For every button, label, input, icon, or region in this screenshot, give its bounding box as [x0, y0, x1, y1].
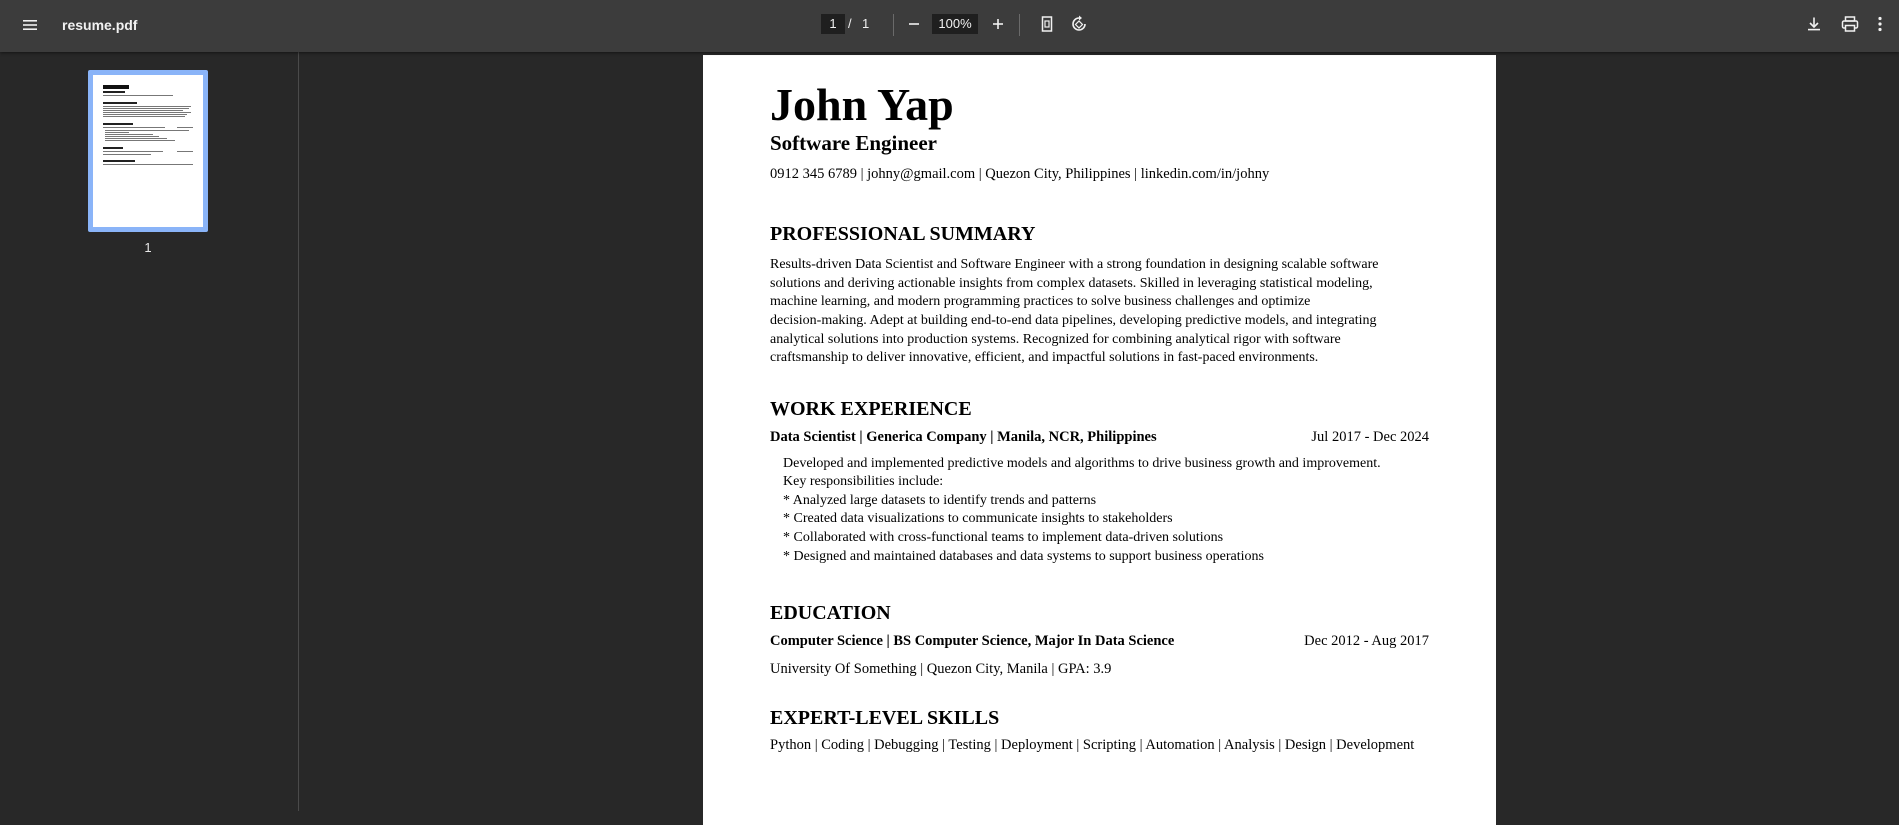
summary-line: solutions and deriving actionable insights from complex datasets. Skilled in leveraging statistical modeling, [770, 276, 1373, 291]
summary-line: Results-driven Data Scientist and Software Engineer with a strong foundation in designing scalable software [770, 257, 1379, 272]
education-title: Computer Science | BS Computer Science, Major In Data Science [770, 633, 1175, 649]
job-title: Data Scientist | Generica Company | Manila, NCR, Philippines [770, 429, 1157, 445]
job-description-line: * Collaborated with cross-functional teams to implement data-driven solutions [783, 530, 1224, 545]
print-icon[interactable] [1836, 10, 1864, 38]
zoom-level-input[interactable]: 100% [932, 14, 978, 34]
job-description-line: * Designed and maintained databases and data systems to support business operations [783, 549, 1264, 564]
thumbnail-page-preview [93, 75, 203, 227]
toolbar-divider [1019, 14, 1020, 36]
skills-list: Python | Coding | Debugging | Testing | Deployment | Scripting | Automation | Analysis | Design | Development [770, 737, 1415, 753]
page-number-input[interactable]: 1 [821, 14, 845, 34]
job-description-line: Developed and implemented predictive models and algorithms to drive business growth and improvement. [783, 456, 1381, 471]
page-separator: / [848, 16, 852, 31]
rotate-icon[interactable] [1065, 10, 1093, 38]
summary-line: craftsmanship to deliver innovative, efficient, and impactful solutions in fast-paced environments. [770, 350, 1319, 365]
summary-heading: PROFESSIONAL SUMMARY [770, 223, 1036, 245]
thumbnail-sidebar [0, 52, 299, 811]
resume-contact: 0912 345 6789 | johny@gmail.com | Quezon City, Philippines | linkedin.com/in/johny [770, 166, 1270, 182]
job-description-line: Key responsibilities include: [783, 474, 944, 489]
pdf-toolbar [0, 0, 1899, 52]
fit-page-icon[interactable] [1033, 10, 1061, 38]
job-description-line: * Analyzed large datasets to identify trends and patterns [783, 493, 1097, 508]
resume-name: John Yap [770, 79, 954, 130]
summary-line: analytical solutions into production systems. Recognized for combining analytical rigor with software [770, 332, 1341, 347]
thumbnail-page-label: 1 [144, 240, 152, 255]
experience-heading: WORK EXPERIENCE [770, 398, 972, 420]
summary-line: machine learning, and modern programming practices to solve business challenges and optimize [770, 294, 1311, 309]
education-dates: Dec 2012 - Aug 2017 [1304, 633, 1429, 649]
education-detail: University Of Something | Quezon City, Manila | GPA: 3.9 [770, 661, 1112, 677]
download-icon[interactable] [1800, 10, 1828, 38]
job-description-line: * Created data visualizations to communicate insights to stakeholders [783, 511, 1173, 526]
more-options-icon[interactable] [1872, 10, 1888, 38]
zoom-out-icon[interactable] [900, 10, 928, 38]
total-pages: 1 [862, 16, 870, 31]
menu-icon[interactable] [16, 11, 44, 39]
document-title: resume.pdf [62, 17, 138, 33]
toolbar-divider [893, 14, 894, 36]
resume-role: Software Engineer [770, 131, 938, 155]
page-thumbnail[interactable] [88, 70, 208, 232]
document-viewer[interactable] [299, 52, 1899, 811]
pdf-page [703, 55, 1496, 825]
zoom-in-icon[interactable] [984, 10, 1012, 38]
education-heading: EDUCATION [770, 602, 891, 624]
job-dates: Jul 2017 - Dec 2024 [1311, 429, 1429, 445]
skills-heading: EXPERT-LEVEL SKILLS [770, 707, 1000, 729]
summary-line: decision-making. Adept at building end-to-end data pipelines, developing predictive models, and integrating [770, 313, 1377, 328]
